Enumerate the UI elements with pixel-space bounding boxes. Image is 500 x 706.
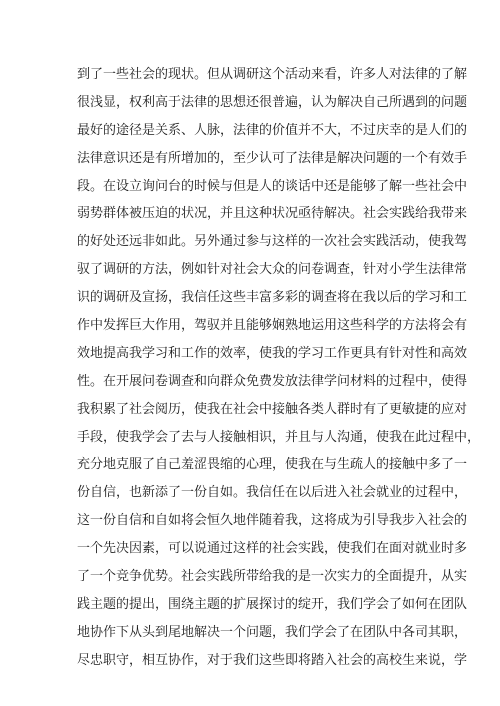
text-line: 地协作下从头到尾地解决一个问题，我们学会了在团队中各司其职，	[77, 624, 468, 640]
text-line: 最好的途径是关系、人脉，法律的价值并不大，不过庆幸的是人们的	[77, 122, 468, 138]
text-line: 份自信，也新添了一份自如。我信任在以后进入社会就业的过程中，	[77, 485, 468, 501]
text-line: 性。在开展问卷调查和向群众免费发放法律学问材料的过程中，使得	[77, 373, 468, 389]
text-line: 一个先决因素，可以说通过这样的社会实践，使我们在面对就业时多	[77, 541, 468, 557]
text-line: 手段，使我学会了去与人接触相识，并且与人沟通，使我在此过程中，	[77, 429, 481, 445]
text-line: 尽忠职守，相互协作，对于我们这些即将踏入社会的高校生来说，学	[77, 652, 468, 668]
text-line: 这一份自信和自如将会恒久地伴随着我，这将成为引导我步入社会的	[77, 513, 468, 529]
text-line: 识的调研及宣扬，我信任这些丰富多彩的调查将在我以后的学习和工	[77, 290, 468, 306]
body-text	[77, 61, 481, 675]
text-line: 我积累了社会阅历，使我在社会中接触各类人群时有了更敏捷的应对	[77, 401, 468, 417]
text-line: 段。在设立询问台的时候与但是人的谈话中还是能够了解一些社会中	[77, 178, 468, 194]
text-line: 法律意识还是有所增加的，至少认可了法律是解决问题的一个有效手	[77, 150, 468, 166]
text-line: 效地提高我学习和工作的效率，使我的学习工作更具有针对性和高效	[77, 345, 468, 361]
text-line: 到了一些社会的现状。但从调研这个活动来看，许多人对法律的了解	[77, 67, 468, 82]
text-line: 弱势群体被压迫的状况，并且这种状况亟待解决。社会实践给我带来	[77, 206, 468, 222]
text-line: 践主题的提出，围绕主题的扩展探讨的绽开，我们学会了如何在团队	[77, 596, 468, 612]
text-line: 很浅显，权利高于法律的思想还很普遍，认为解决自己所遇到的问题	[77, 94, 468, 110]
text-line: 作中发挥巨大作用，驾驭并且能够娴熟地运用这些科学的方法将会有	[77, 318, 468, 334]
text-line: 驭了调研的方法，例如针对社会大众的问卷调查，针对小学生法律常	[77, 262, 468, 278]
text-line: 充分地克服了自己羞涩畏缩的心理，使我在与生疏人的接触中多了一	[77, 457, 468, 473]
text-line: 了一个竞争优势。社会实践所带给我的是一次实力的全面提升，从实	[77, 569, 468, 585]
text-line: 的好处还远非如此。另外通过参与这样的一次社会实践活动，使我驾	[77, 234, 468, 250]
